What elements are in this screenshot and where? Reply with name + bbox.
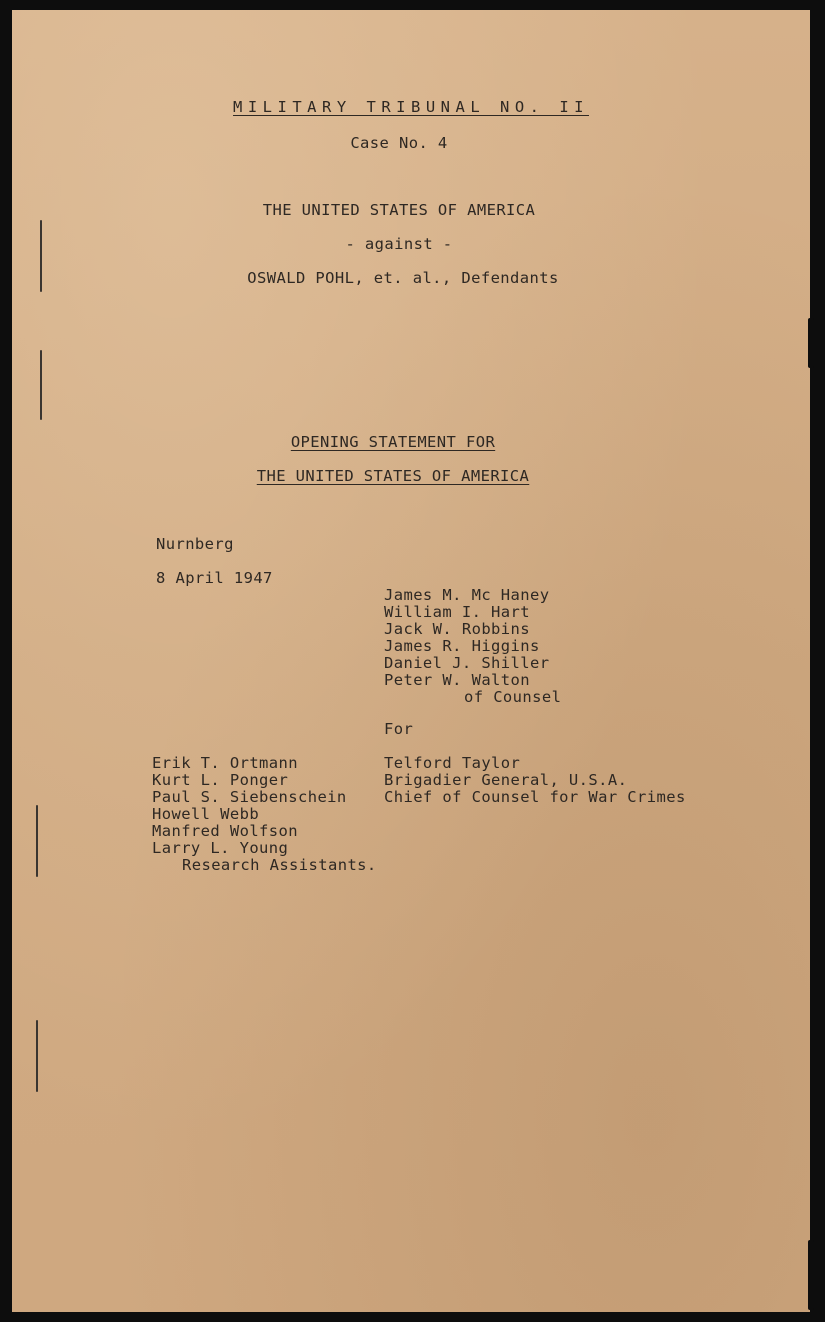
assistant-name: Howell Webb xyxy=(152,805,260,823)
defendants-line: OSWALD POHL, et. al., Defendants xyxy=(247,269,559,287)
statement-title-line-1: OPENING STATEMENT FOR xyxy=(290,433,496,451)
assistant-name: Paul S. Siebenschein xyxy=(152,788,347,806)
staple-mark xyxy=(36,805,38,877)
chief-title: Chief of Counsel for War Crimes xyxy=(384,788,686,806)
statement-title-line-2: THE UNITED STATES OF AMERICA xyxy=(256,467,530,485)
tribunal-heading: MILITARY TRIBUNAL NO. II xyxy=(233,98,589,116)
date-line: 8 April 1947 xyxy=(156,569,273,587)
chief-counsel-block xyxy=(384,755,686,806)
place-line: Nurnberg xyxy=(156,535,234,553)
case-number: Case No. 4 xyxy=(350,134,448,152)
counsel-name: Jack W. Robbins xyxy=(384,620,530,638)
chief-name: Telford Taylor xyxy=(384,754,521,772)
counsel-name: Daniel J. Shiller xyxy=(384,654,550,672)
plaintiff-name: THE UNITED STATES OF AMERICA xyxy=(262,201,536,219)
document-page xyxy=(12,10,810,1312)
page-edge-notch xyxy=(808,318,814,368)
page-edge-notch xyxy=(808,1240,814,1310)
counsel-name: James M. Mc Haney xyxy=(384,586,550,604)
counsel-role: of Counsel xyxy=(464,688,562,706)
assistants-block xyxy=(152,755,377,874)
assistant-name: Manfred Wolfson xyxy=(152,822,298,840)
assistant-name: Erik T. Ortmann xyxy=(152,754,298,772)
staple-mark xyxy=(40,350,42,420)
assistant-name: Larry L. Young xyxy=(152,839,289,857)
staple-mark xyxy=(36,1020,38,1092)
assistant-name: Kurt L. Ponger xyxy=(152,771,289,789)
chief-rank: Brigadier General, U.S.A. xyxy=(384,771,628,789)
counsel-name: James R. Higgins xyxy=(384,637,540,655)
counsel-name: William I. Hart xyxy=(384,603,530,621)
for-label: For xyxy=(384,720,414,738)
assistants-role: Research Assistants. xyxy=(182,856,377,874)
versus-line: - against - xyxy=(345,235,453,253)
counsel-block xyxy=(384,587,561,706)
counsel-name: Peter W. Walton xyxy=(384,671,530,689)
